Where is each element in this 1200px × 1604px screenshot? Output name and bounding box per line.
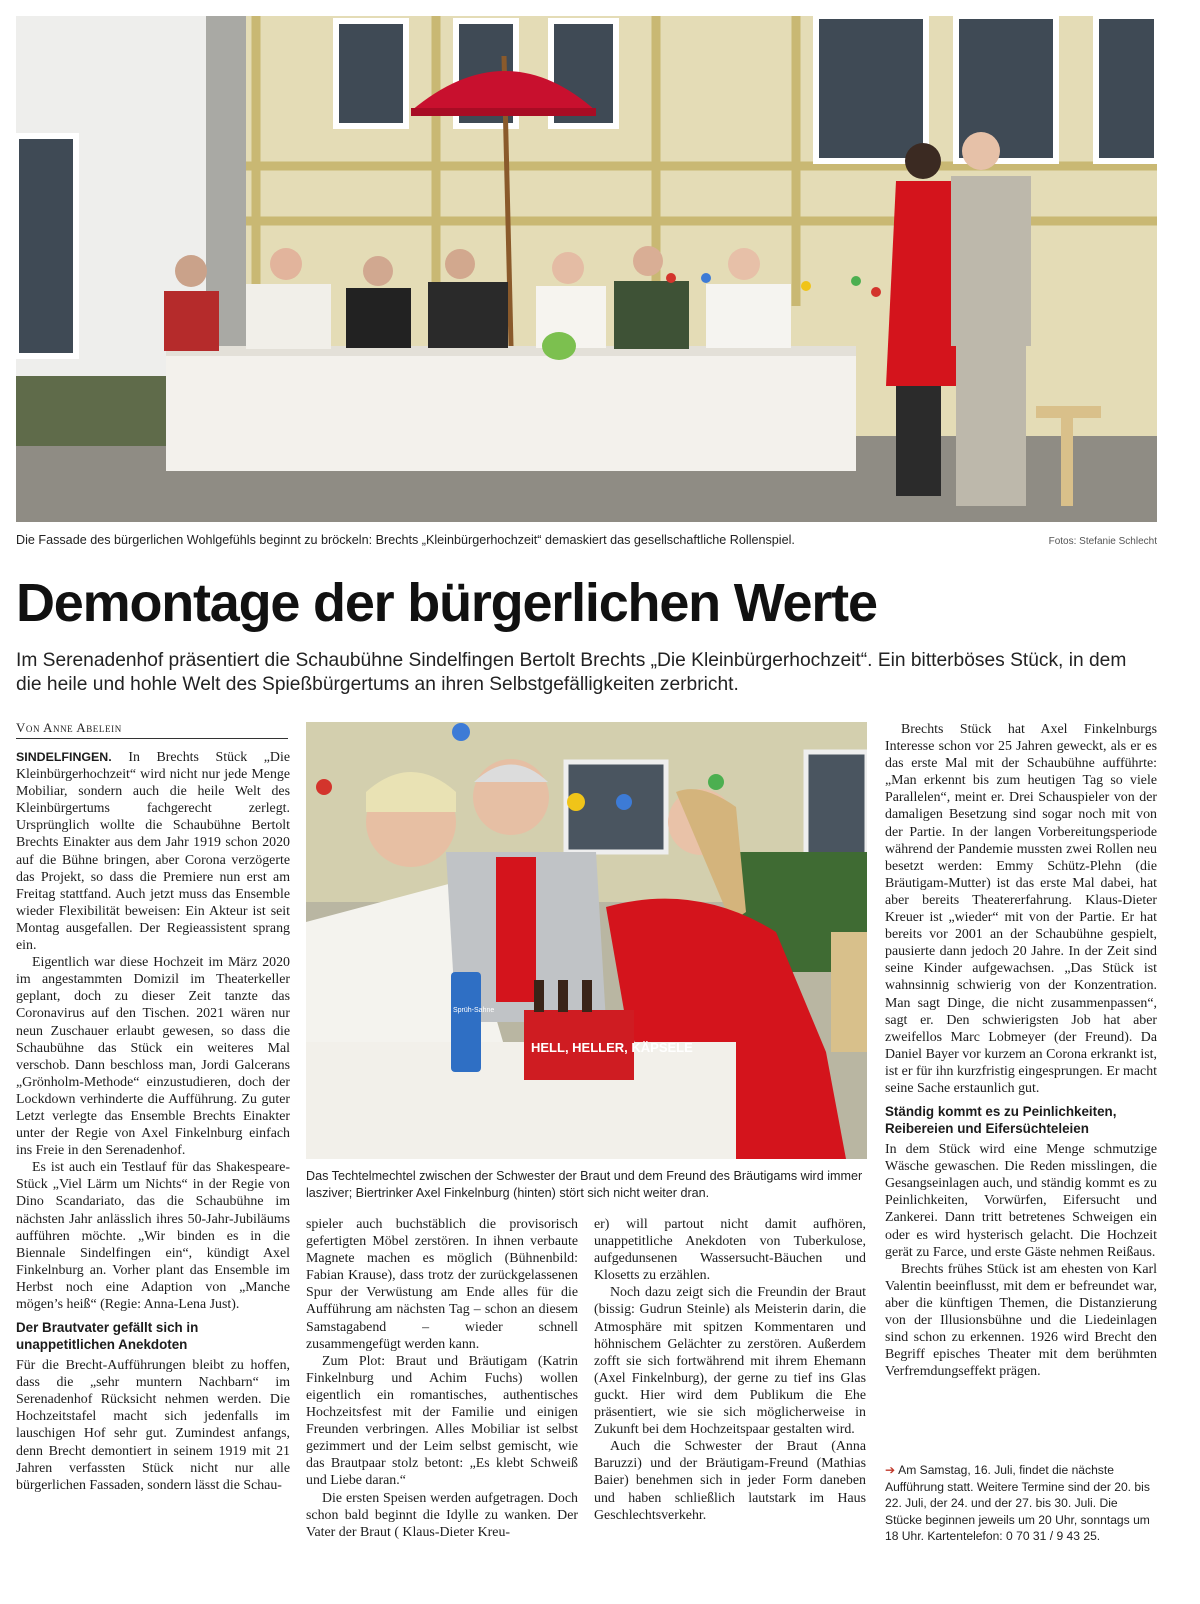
article-paragraph: spieler auch buchstäblich die provisorisch gefertigten Möbel zerstören. In ihnen verbaute Magnete machen es möglich (Bühnenbild: Fabian Krause), dass trotz der zurückgelassenen Spur der Verwüstung am Ende alles für die Aufführung am nächsten Tag – schon an diesem Samstagabend – wieder schnell zusammengefügt werden kann. <box>306 1217 578 1352</box>
article-paragraph: Es ist auch ein Testlauf für das Shakespeare-Stück „Viel Lärm um Nichts“ in der Regie von Dino Scandariato, das die Schaubühne im nächsten Jahr anlässlich ihres 50-Jahr-Jubiläums aufführen möchte. „Wir binden es in die Biennale Sindelfingen ein“, kündigt Axel Finkelnburg an. Vorher plant das Ensemble im Herbst noch eine Adaption von „Manche mögen’s heiß“ (Regie: Anna-Lena Just). <box>16 1160 290 1312</box>
headline: Demontage der bürgerlichen Werte <box>16 573 877 633</box>
article-column-2 <box>306 1216 578 1588</box>
article-paragraph: Für die Brecht-Aufführungen bleibt zu hoffen, dass die „sehr muntern Nachbarn“ im Serenadenhof Rücksicht nehmen werden. Die Hochzeitstafel macht sich jedenfalls im lauschigen Hof sehr gut. Zumindest anfangs, denn Brecht demontiert in seinem 1919 mit 21 Jahren verfassten Stück nicht nur alle bürgerlichen Fassaden, sondern lässt die Schau- <box>16 1358 290 1493</box>
article-paragraph: Die ersten Speisen werden aufgetragen. Doch schon bald beginnt die Idylle zu wanken. Der Vater der Braut ( Klaus-Dieter Kreu- <box>306 1490 578 1540</box>
actors-at-table-image <box>306 722 867 1159</box>
top-photo <box>16 16 1157 522</box>
photo-credit: Fotos: Stefanie Schlecht <box>1048 536 1157 547</box>
article-paragraph <box>16 749 290 954</box>
article-paragraph: Noch dazu zeigt sich die Freundin der Braut (bissig: Gudrun Steinle) als Meisterin darin, die Atmosphäre mit spitzen Kommentaren und höhnischem Gelächter zu zerstören. Außerdem zofft sie sich fortwährend mit ihrem Ehemann (Axel Finkelnburg), der gerne zu tief ins Glas guckt. Hier wird dem Publikum die Ehe präsentiert, wie sie sich möglicherweise in Zukunft bei dem Hochzeitspaar gestalten wird. <box>594 1285 866 1438</box>
article-column-3 <box>594 1216 866 1588</box>
mid-photo <box>306 722 867 1159</box>
article-paragraph: Brechts Stück hat Axel Finkelnburgs Interesse schon vor 25 Jahren geweckt, als er es das erste Mal mit der Schaubühne aufführte: „Man erkennt bis zum heutigen Tag so viele Parallelen“, meint er. Drei Schauspieler von der damaligen Besetzung sind sogar noch mit von der Partie. In der langen Vorbereitungsperiode während der Pandemie mussten zwei Rollen neu besetzt werden: Emmy Schütz-Plehn (die Bräutigam-Mutter) ist das erste Mal dabei, hat aber bereits Theatererfahrung. Klaus-Dieter Kreuer ist „wieder“ mit von der Partie. Er hat bereits vor 2001 an der Schaubühne gespielt, pausierte dann jedoch 20 Jahre. In der Zeit sind seine Kinder aufgewachsen. „Das Stück ist wahnsinnig schwierig von der Konzentration. Man sagt Dinge, die nicht zusammenpassen“, sagt er. Den schwierigsten Job hat aber zweifellos Marc Lobmeyer (der Freund). Da Daniel Bayer vor kurzem an Corona erkrankt ist, ist er für ihn kurzfristig eingesprungen. Er macht seine Sache erstaunlich gut. <box>885 722 1157 1096</box>
article-column-1 <box>16 749 290 1589</box>
article-column-4 <box>885 721 1157 1441</box>
info-box <box>885 1462 1157 1545</box>
article-paragraph: Eigentlich war diese Hochzeit im März 2020 im angestammten Domizil im Theaterkeller geplant, doch zu dieser Zeit tanzte das Coronavirus auf den Tischen. 2021 wären nur neun Zuschauer erlaubt gewesen, so dass die Schaubühne das Stück ein weiteres Mal verschob. Dann beschloss man, Jordi Galcerans „Grönholm-Methode“ einzustudieren, doch der Lockdown verhinderte die Aufführung. Zu guter Letzt verlegte das Ensemble Brechts Einakter unter der Regie von Axel Finkelnburg einfach ins Freie in den Serenadenhof. <box>16 955 290 1159</box>
article-paragraph: Zum Plot: Braut und Bräutigam (Katrin Finkelnburg und Achim Fuchs) wollen eigentlich ein romantisches, authentisches Hochzeitsfest mit der Familie und einigen Freunden verbringen. Alles Mobiliar ist selbst gezimmert und der Leim selbst gemischt, wie das Brautpaar stolz betont: „Es klebt Schweiß und Liebe daran.“ <box>306 1353 578 1489</box>
info-text: Am Samstag, 16. Juli, findet die nächste Aufführung statt. Weitere Termine sind der 20. bis 22. Juli, der 24. und der 27. bis 30. Juli. Die Stücke beginnen jeweils um 20 Uhr, sonntags um 18 Uhr. Kartentelefon: 0 70 31 / 9 43 25. <box>885 1463 1150 1544</box>
subhead: Im Serenadenhof präsentiert die Schaubühne Sindelfingen Bertolt Brechts „Die Kleinbürgerhochzeit“. Ein bitterböses Stück, in dem die heile und hohle Welt des Spießbürgertums an ihren Selbstgefälligkeiten zerbricht. <box>16 650 1127 695</box>
subheading: Ständig kommt es zu Peinlichkeiten, Reibereien und Eifersüchteleien <box>885 1104 1117 1137</box>
paragraph-text: In Brechts Stück „Die Kleinbürgerhochzeit“ wird nicht nur jede Menge Mobiliar, sondern auch die heile Welt des Kleinbürgertums fachgerecht zerlegt. Ursprünglich wollte die Schaubühne Bertolt Brechts Einakter aus dem Jahr 1919 schon 2020 auf die Bühne bringen, aber Corona verzögerte das Projekt, so dass die Premiere nun erst am Freitag stattfand. Auch jetzt muss das Ensemble wieder Flexibilität beweisen: Ein Akteur ist seit Montag ausgefallen. Der Regieassistent sprang ein. <box>16 750 290 954</box>
article-paragraph: Auch die Schwester der Braut (Anna Baruzzi) und der Bräutigam-Freund (Mathias Baier) benehmen sich in jeder Form daneben und haben schließlich lautstark im Haus Geschlechtsverkehr. <box>594 1439 866 1523</box>
article-paragraph: Brechts frühes Stück ist am ehesten von Karl Valentin beeinflusst, mit dem er befreundet war, aber die künftigen Themen, die Distanzierung von der Illusionsbühne und die Liedeinlagen sind schon zu erkennen. 1926 wird Brecht den Begriff episches Theater mit dem berühmten Verfremdungseffekt prägen. <box>885 1261 1157 1380</box>
byline: Von Anne Abelein <box>16 721 288 739</box>
subheading: Der Brautvater gefällt sich in unappetitlichen Anekdoten <box>16 1320 199 1353</box>
wedding-table-scene-image <box>16 16 1157 522</box>
dateline: SINDELFINGEN. <box>16 750 112 764</box>
mid-photo-caption: Das Techtelmechtel zwischen der Schwester der Braut und dem Freund des Bräutigams wird immer lasziver; Biertrinker Axel Finkelnburg (hinten) stört sich nicht weiter dran. <box>306 1169 863 1200</box>
crate-label: HELL, HELLER, KÄPSELE <box>531 1040 693 1055</box>
article-paragraph: In dem Stück wird eine Menge schmutzige Wäsche gewaschen. Die Reden misslingen, die Gesangseinlagen auch, und ständig kommt es zu Peinlichkeiten, Vorwürfen, Eifersucht und Zankerei. Dann tritt betretenes Schweigen ein oder es wird hysterisch gelacht. Die Hochzeit gerät zu Farce, und erste Gäste nehmen Reißaus. <box>885 1142 1157 1260</box>
can-label: Sprüh-Sahne <box>453 1007 495 1014</box>
top-photo-caption: Die Fassade des bürgerlichen Wohlgefühls beginnt zu bröckeln: Brechts „Kleinbürgerhochzeit“ demaskiert das gesellschaftliche Rollenspiel. <box>16 533 795 547</box>
arrow-icon: ➔ <box>885 1463 896 1477</box>
article-paragraph: er) will partout nicht damit aufhören, unappetitliche Anekdoten von Tuberkulose, aufgedunsenen Wassersucht-Bäuchen und Klosetts zu erzählen. <box>594 1217 866 1284</box>
